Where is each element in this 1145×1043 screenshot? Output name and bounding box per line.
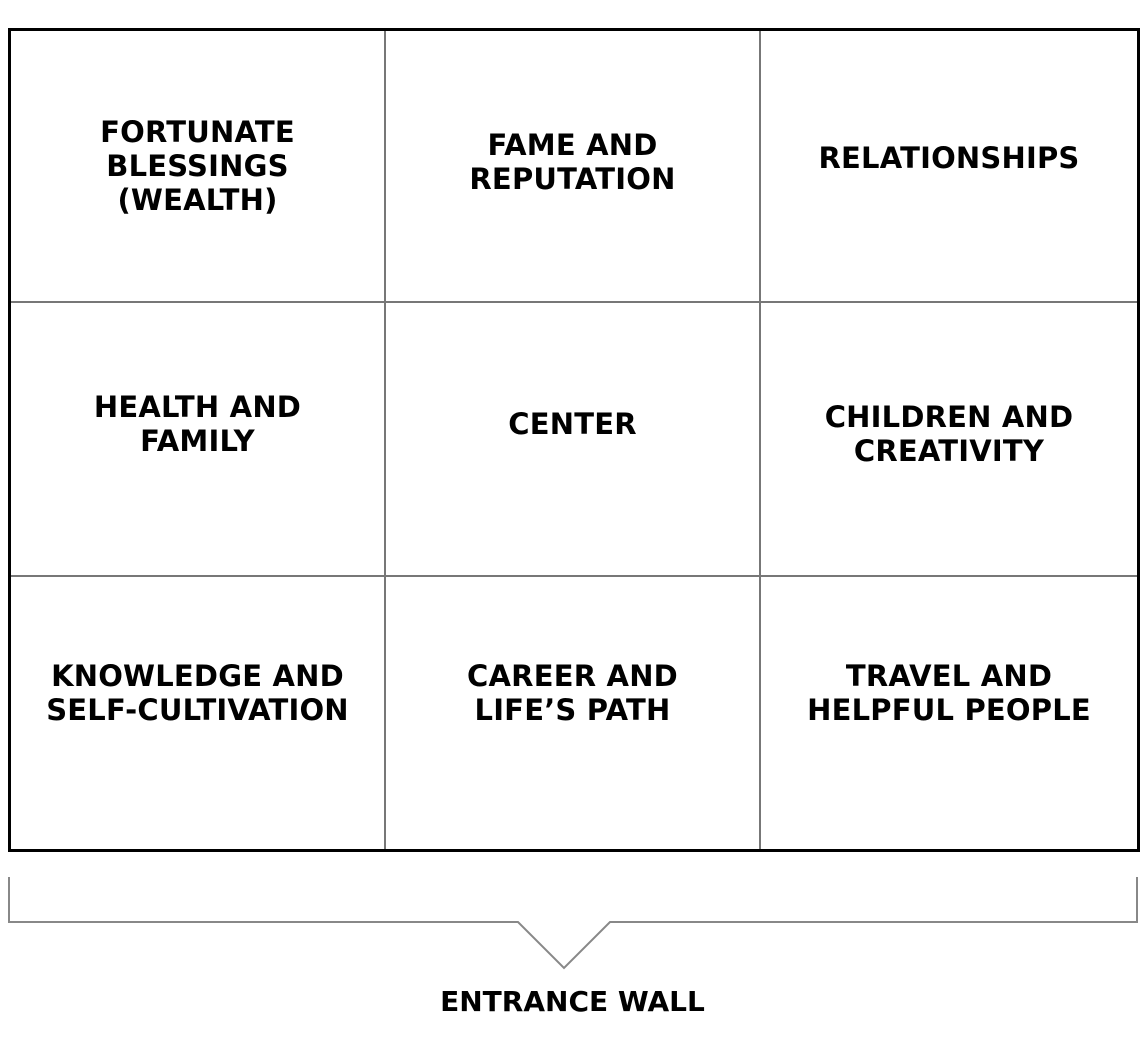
cell-children-creativity (761, 303, 1137, 577)
cell-label-center: CENTER (508, 407, 637, 441)
cell-health-family (11, 303, 386, 577)
cell-knowledge-self-cultivation (11, 577, 386, 849)
cell-label-fame-reputation: FAME AND REPUTATION (469, 128, 676, 196)
cell-label-relationships: RELATIONSHIPS (818, 141, 1080, 175)
bagua-grid (8, 28, 1140, 852)
cell-travel-helpful-people (761, 577, 1137, 849)
cell-center (386, 303, 761, 577)
cell-label-children-creativity: CHILDREN AND CREATIVITY (824, 400, 1074, 468)
cell-label-career-lifes-path: CAREER AND LIFE’S PATH (467, 659, 678, 727)
cell-label-travel-helpful-people: TRAVEL AND HELPFUL PEOPLE (807, 659, 1091, 727)
cell-label-health-family: HEALTH AND FAMILY (93, 390, 302, 458)
cell-career-lifes-path (386, 577, 761, 849)
cell-fortunate-blessings (11, 31, 386, 303)
cell-label-fortunate-blessings: FORTUNATE BLESSINGS (WEALTH) (100, 115, 295, 217)
entrance-wall-label: ENTRANCE WALL (440, 985, 705, 1018)
cell-fame-reputation (386, 31, 761, 303)
entrance-bracket-icon (0, 874, 1145, 974)
cell-label-knowledge-self-cultivation: KNOWLEDGE AND SELF-CULTIVATION (46, 659, 349, 727)
cell-relationships (761, 31, 1137, 303)
